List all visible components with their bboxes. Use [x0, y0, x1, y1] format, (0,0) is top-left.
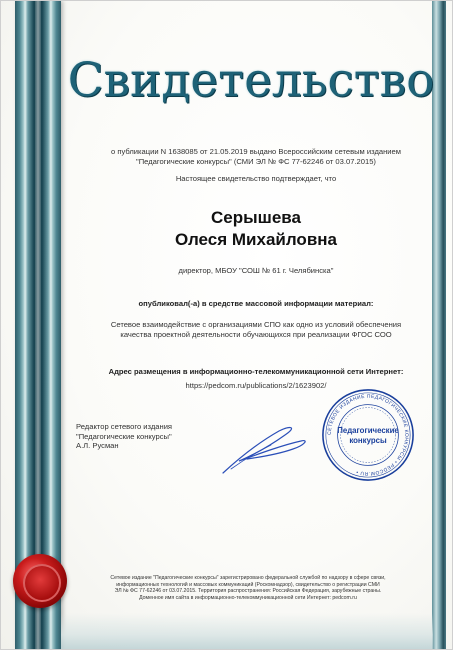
certificate-title: Свидетельство: [67, 53, 435, 108]
bottom-wave-decoration: [61, 613, 433, 649]
editor-line-2: "Педагогические конкурсы": [76, 431, 172, 441]
article-title-line-1: Сетевое взаимодействие с организациями СПО как одно из условий обеспечения: [110, 320, 402, 329]
stamp-center-text-1: Педагогические: [337, 426, 399, 436]
recipient-position: директор, МБОУ "СОШ № 61 г. Челябинска": [178, 266, 334, 275]
left-ribbon-decoration: [15, 1, 61, 649]
footer-line-4: Доменное имя сайта в информационно-телекоммуникационной сети Интернет: pedcom.ru: [139, 594, 357, 601]
article-title-line-2: качества проектной деятельности обучающихся при реализации ФГОС СОО: [120, 330, 392, 339]
publication-line-2: "Педагогические конкурсы" (СМИ ЭЛ № ФС 77-62246 от 03.07.2015): [136, 157, 376, 166]
recipient-surname: Серышева: [211, 208, 301, 227]
editor-line-1: Редактор сетевого издания: [76, 422, 173, 431]
footer-legal-text: [83, 575, 413, 601]
recipient-name: [71, 207, 441, 251]
wax-seal-icon: [13, 554, 67, 608]
footer-line-3: ЭЛ № ФС 77-62246 от 03.07.2015. Территория распространения: Российская Федерация, зарубежные страны.: [114, 588, 382, 595]
editor-name: А.Л. Русман: [76, 441, 119, 450]
published-label: опубликовал(-а) в средстве массовой информации материал:: [138, 299, 374, 308]
publication-info: [71, 147, 441, 167]
confirms-text: Настоящее свидетельство подтверждает, что: [175, 174, 337, 183]
stamp-center-text-2: конкурсы: [349, 435, 387, 445]
stamp-icon: [319, 386, 417, 484]
stamp-ring-text: СЕТЕВОЕ ИЗДАНИЕ ПЕДАГОГИЧЕСКИЕ КОНКУРСЫ • PEDCOM.RU •: [327, 394, 409, 476]
article-title: [71, 320, 441, 340]
footer-line-1: Сетевое издание "Педагогические конкурсы" зарегистрировано федеральной службой по надзору в сфере связи,: [110, 575, 386, 581]
recipient-given-names: Олеся Михайловна: [174, 230, 337, 249]
publication-line-1: о публикации N 1638085 от 21.05.2019 выдано Всероссийским сетевым изданием: [111, 147, 401, 156]
address-label: Адрес размещения в информационно-телекоммуникационной сети Интернет:: [108, 367, 404, 376]
address-url: https://pedcom.ru/publications/2/1623902/: [185, 381, 327, 390]
footer-line-2: информационных технологий и массовых коммуникаций (Роскомнадзор), свидетельство о регистрации СМИ: [116, 581, 380, 588]
signature-icon: [201, 419, 321, 479]
